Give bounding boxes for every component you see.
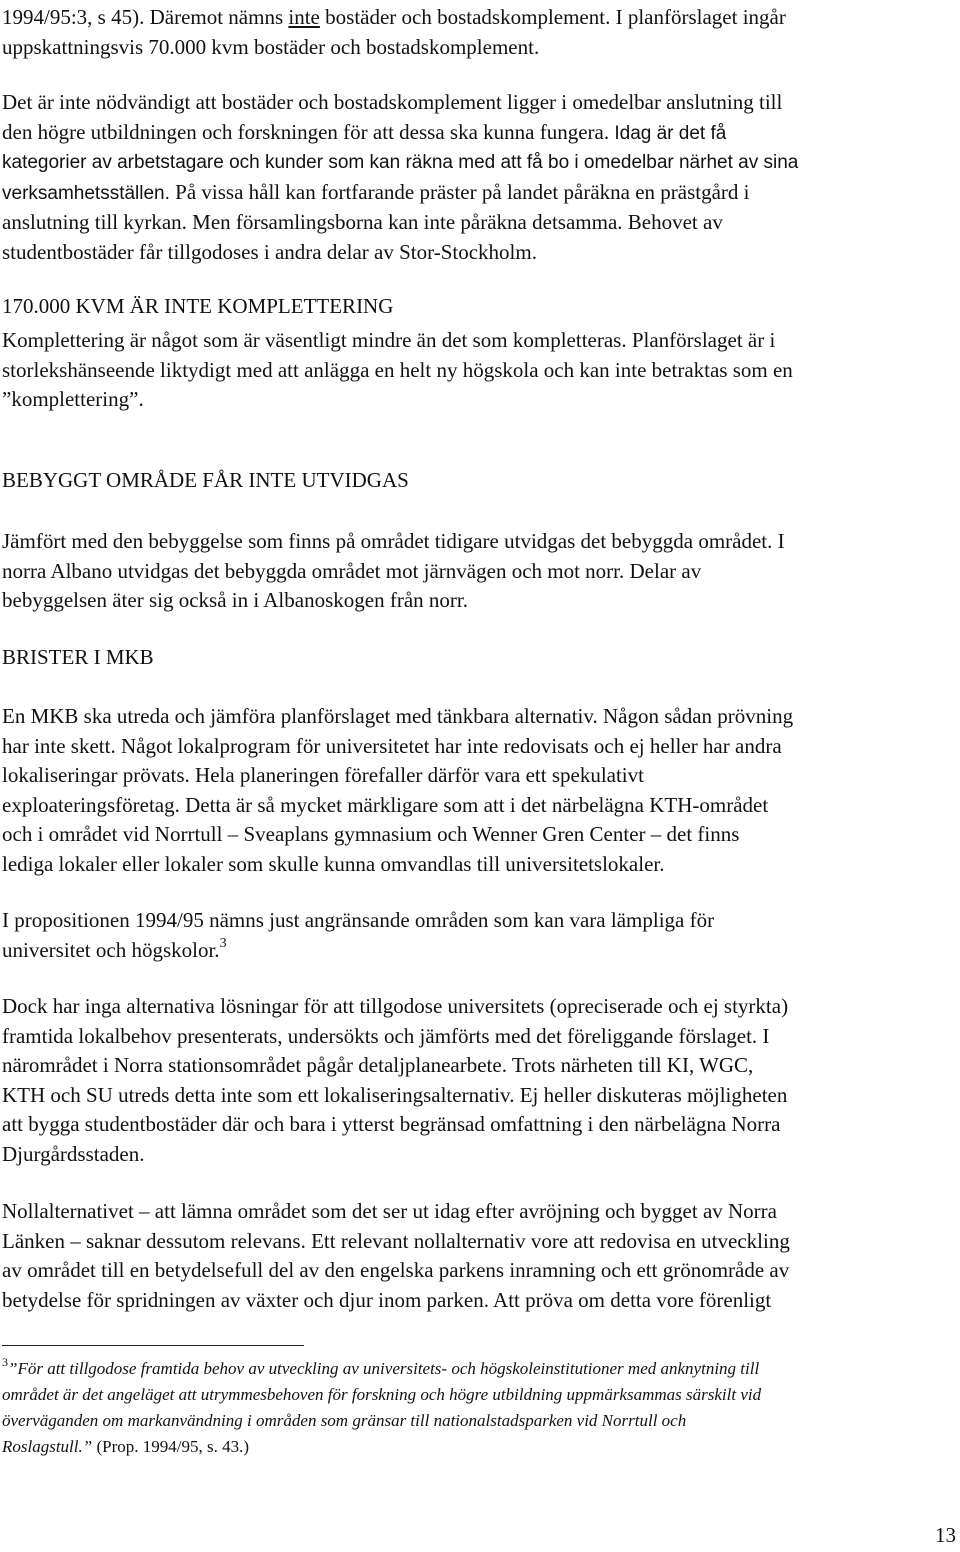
footnote-line: $^3$”För att tillgodose framtida behov av utveckling av universitets- och högskoleinstitutioner med anknytning till xyxy=(2,1355,760,1378)
text-line: storlekshänseende liktydigt med att anlägga en helt ny högskola och kan inte betraktas som en xyxy=(2,357,793,382)
paragraph-propositionen xyxy=(2,906,958,965)
paragraph-not-necessary xyxy=(2,88,958,267)
text-line: har inte skett. Något lokalprogram för universitetet har inte redovisats och ej heller har andra xyxy=(2,733,782,758)
text-line: kategorier av arbetstagare och kunder som kan räkna med att få bo i omedelbar närhet av sina xyxy=(2,152,799,173)
footnote-line: överväganden om markanvändning i områden som gränsar till nationalstadsparken vid Norrtull och xyxy=(2,1411,687,1430)
text-line: anslutning till kyrkan. Men församlingsborna kan inte påräkna detsamma. Behovet av xyxy=(2,210,723,234)
text-line: Länken – saknar dessutom relevans. Ett relevant nollalternativ vore att redovisa en utveckling xyxy=(2,1228,790,1253)
text-line: 1994/95:3, s 45). Däremot nämns inte bostäder och bostadskomplement. I planförslaget ingår xyxy=(2,5,786,29)
text-line: lokaliseringar prövats. Hela planeringen förefaller därför vara ett spekulativt xyxy=(2,763,644,787)
footnote xyxy=(2,1356,958,1460)
text-line: den högre utbildningen och forskningen för att dessa ska kunna fungera. Idag är det få xyxy=(2,119,727,144)
text-line: Komplettering är något som är väsentligt mindre än det som kompletteras. Planförslaget är i xyxy=(2,328,776,352)
footnote-reference[interactable]: 3 xyxy=(219,935,227,951)
text-line: och i området vid Norrtull – Sveaplans gymnasium och Wenner Gren Center – det finns xyxy=(2,822,740,846)
text-line: betydelse för spridningen av växter och djur inom parken. Att pröva om detta vore förenligt xyxy=(2,1287,772,1312)
footnote-line: området är det angeläget att utrymmesbehoven för forskning och högre utbildning uppmärksammas särskilt vid xyxy=(2,1385,762,1404)
text-line: Det är inte nödvändigt att bostäder och bostadskomplement ligger i omedelbar anslutning till xyxy=(2,90,783,114)
text-line: att bygga studentbostäder där och bara i ytterst begränsad omfattning i den närbelägna Norra xyxy=(2,1112,781,1136)
text-line: verksamhetsställen. På vissa håll kan fortfarande präster på landet påräkna en prästgård i xyxy=(2,179,750,204)
text-line: KTH och SU utreds detta inte som ett lokaliseringsalternativ. Ej heller diskuteras möjligheten xyxy=(2,1082,788,1107)
text-line: Dock har inga alternativa lösningar för att tillgodose universitets (opreciserade och ej styrkta) xyxy=(2,994,789,1018)
paragraph-alternativ xyxy=(2,992,958,1169)
text-line: Jämfört med den bebyggelse som finns på området tidigare utvidgas det bebyggda området. I xyxy=(2,529,785,553)
text-line: En MKB ska utreda och jämföra planförslaget med tänkbara alternativ. Någon sådan prövning xyxy=(2,704,794,728)
text-line: av området till en betydelsefull del av den engelska parkens inramning och ett grönområde av xyxy=(2,1258,790,1282)
text-line: bebyggelsen äter sig också in i Albanoskogen från norr. xyxy=(2,588,468,612)
text-line: närområdet i Norra stationsområdet pågår detaljplanearbete. Trots närheten till KI, WGC, xyxy=(2,1053,754,1077)
paragraph-bostader xyxy=(2,3,958,62)
underlined-word: inte xyxy=(288,5,320,29)
text-line: framtida lokalbehov presenterats, undersökts och jämförts med det föreliggande förslaget. I xyxy=(2,1023,770,1048)
text-line: lediga lokaler eller lokaler som skulle kunna omvandlas till universitetslokaler. xyxy=(2,851,665,876)
section-heading-bebyggt-omrade: BEBYGGT OMRÅDE FÅR INTE UTVIDGAS xyxy=(2,468,409,492)
footnote-mark: 3 xyxy=(2,1355,8,1370)
section-heading-komplettering: 170.000 KVM ÄR INTE KOMPLETTERING xyxy=(2,294,394,318)
text-line: exploateringsföretag. Detta är så mycket märkligare som att i det närbelägna KTH-området xyxy=(2,792,769,817)
text-line: Nollalternativet – att lämna området som det ser ut idag efter avröjning och bygget av Norra xyxy=(2,1199,777,1223)
paragraph-komplettering xyxy=(2,326,958,415)
paragraph-nollalternativet xyxy=(2,1197,958,1315)
text-line: norra Albano utvidgas det bebyggda området mot järnvägen och mot norr. Delar av xyxy=(2,558,702,583)
footnote-citation: (Prop. 1994/95, s. 43.) xyxy=(96,1437,249,1456)
text-line: universitet och högskolor.$^3$ xyxy=(2,935,227,962)
page-number: 13 xyxy=(935,1523,956,1547)
section-heading-brister-mkb: BRISTER I MKB xyxy=(2,645,154,669)
text-line: studentbostäder får tillgodoses i andra delar av Stor-Stockholm. xyxy=(2,239,537,264)
footnote-separator xyxy=(2,1345,304,1346)
text-line: I propositionen 1994/95 nämns just angränsande områden som kan vara lämpliga för xyxy=(2,908,715,932)
footnote-line: Roslagstull.” (Prop. 1994/95, s. 43.) xyxy=(2,1437,249,1456)
text-line: Djurgårdsstaden. xyxy=(2,1141,145,1166)
text-line: ”komplettering”. xyxy=(2,387,144,411)
text-line: uppskattningsvis 70.000 kvm bostäder och bostadskomplement. xyxy=(2,34,540,59)
paragraph-brister-mkb xyxy=(2,702,958,879)
paragraph-bebyggt-omrade xyxy=(2,527,958,616)
